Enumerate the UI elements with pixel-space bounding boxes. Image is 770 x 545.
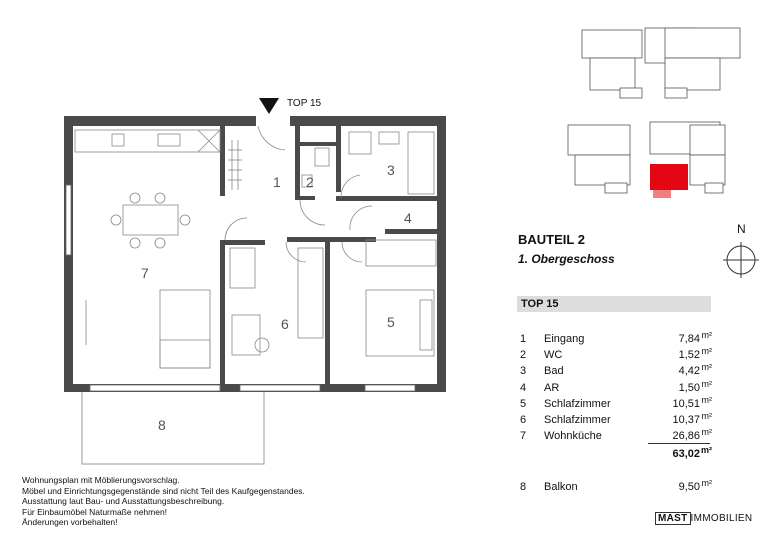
room-number: 6 (520, 414, 527, 426)
room-name: Schlafzimmer (544, 397, 611, 410)
balcony-unit: m² (701, 478, 712, 488)
floor-title: 1. Obergeschoss (518, 252, 615, 266)
area-unit: m² (701, 411, 712, 421)
table-row (520, 363, 710, 379)
room-area: 4,42 (678, 365, 700, 378)
room-label-5: 5 (387, 314, 395, 330)
room-label-6: 6 (281, 316, 289, 332)
note-line: Wohnungsplan mit Möblierungsvorschlag. (22, 475, 180, 485)
room-number: 5 (520, 397, 527, 410)
key-plan-lower (568, 122, 725, 193)
table-row (520, 396, 710, 412)
unit-highlight (650, 164, 688, 190)
logo-immobilien: IMMOBILIEN (690, 513, 753, 524)
key-plan-upper (582, 28, 740, 98)
room-area: 7,84 (678, 333, 700, 345)
area-unit: m² (701, 362, 712, 373)
sofa (86, 290, 210, 368)
kitchen (75, 130, 220, 152)
room-area: 10,51 (672, 397, 700, 410)
dining-table (111, 193, 190, 248)
balcony-row (520, 479, 710, 495)
unit-marker-label: TOP 15 (287, 98, 322, 109)
note-line: Möbel und Einrichtungsgegenstände sind nicht Teil des Kaufgegenstandes. (22, 485, 305, 496)
wardrobe (228, 140, 242, 190)
room-area: 26,86 (672, 430, 700, 443)
room-label-7: 7 (141, 265, 149, 281)
room-area: 1,50 (678, 381, 700, 394)
room-name: Bad (544, 365, 564, 378)
room-number: 3 (520, 365, 527, 378)
room-name: WC (544, 349, 563, 362)
room-name: AR (544, 381, 560, 394)
building-title: BAUTEIL 2 (518, 232, 585, 247)
area-unit: m² (701, 378, 712, 389)
balcony-area: 9,50 (678, 481, 700, 493)
table-row (520, 331, 710, 347)
sanitary (302, 132, 434, 194)
company-logo (655, 513, 752, 524)
entrance-marker (259, 98, 279, 114)
room-name: Schlafzimmer (544, 414, 611, 426)
table-row (520, 380, 710, 396)
bedroom-furniture (230, 240, 436, 356)
note-line: Für Einbaumöbel Naturmaße nehmen! (22, 506, 168, 517)
room-name: Wohnküche (544, 430, 602, 443)
compass-icon (723, 242, 759, 278)
balcony-outline (82, 390, 264, 464)
room-number: 2 (520, 349, 527, 362)
room-label-2: 2 (306, 174, 314, 190)
room-area: 1,52 (678, 349, 700, 362)
balcony-number: 8 (520, 481, 527, 493)
notes (22, 475, 305, 528)
total-unit: m² (700, 445, 712, 455)
room-area: 10,37 (672, 414, 700, 426)
balcony-highlight (653, 190, 671, 198)
table-row (520, 412, 710, 428)
note-line: Änderungen vorbehalten! (22, 517, 118, 527)
logo-mast: MAST (655, 512, 691, 525)
area-unit: m² (701, 346, 712, 357)
area-unit: m² (701, 330, 712, 340)
area-unit: m² (701, 427, 712, 438)
area-unit: m² (701, 394, 712, 405)
balcony-name: Balkon (544, 481, 578, 493)
table-row (520, 428, 710, 444)
compass-north-label: N (737, 222, 746, 236)
total-area: 63,02 (672, 448, 700, 460)
room-number: 1 (520, 333, 527, 345)
room-label-8: 8 (158, 417, 166, 433)
note-line: Ausstattung laut Bau- und Ausstattungsbeschreibung. (22, 496, 225, 506)
room-label-4: 4 (404, 210, 412, 226)
room-label-3: 3 (387, 162, 395, 178)
table-row (520, 347, 710, 363)
room-number: 7 (520, 430, 527, 443)
room-label-1: 1 (273, 174, 281, 190)
table-title: TOP 15 (517, 296, 711, 312)
room-number: 4 (520, 381, 527, 394)
room-name: Eingang (544, 333, 585, 345)
